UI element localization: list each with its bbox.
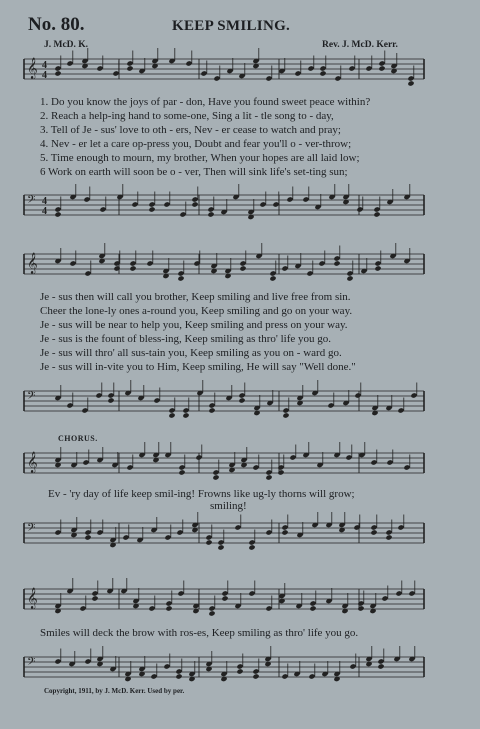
- note-head: [370, 529, 377, 535]
- note-head: [182, 412, 189, 418]
- note-head: [84, 534, 91, 540]
- chorus-line: Smiles will deck the brow with ros-es, Keep smiling as thro' life you go.: [40, 627, 359, 639]
- treble-staff: [24, 253, 424, 275]
- note-head: [281, 529, 288, 535]
- staff-svg: [24, 253, 424, 275]
- note-head: [238, 397, 245, 403]
- note-head: [212, 474, 219, 480]
- composer-credit: J. McD. K.: [44, 40, 89, 50]
- note-head: [357, 605, 364, 611]
- note-head: [265, 474, 272, 480]
- staff-svg: [24, 522, 424, 544]
- note-head: [178, 469, 185, 475]
- note-head: [221, 595, 228, 601]
- treble-staff: [24, 452, 424, 474]
- lyricist-credit: Rev. J. McD. Kerr.: [322, 40, 398, 50]
- treble-clef-icon: 𝄞: [27, 58, 38, 79]
- note-head: [269, 275, 276, 281]
- note-head: [333, 260, 340, 266]
- note-head: [407, 80, 414, 86]
- note-head: [208, 407, 215, 413]
- treble-clef-icon: 𝄞: [27, 253, 38, 274]
- note-head: [217, 544, 224, 550]
- note-head: [54, 211, 61, 217]
- note-head: [374, 265, 381, 271]
- note-head: [148, 206, 155, 212]
- note-head: [191, 201, 198, 207]
- bass-staff: [24, 522, 424, 544]
- staff-svg: [24, 58, 424, 80]
- staff-svg: [24, 656, 424, 678]
- time-signature-top: 4: [42, 60, 47, 71]
- chorus-line: Ev - 'ry day of life keep smil-ing! Frowns like ug-ly thorns will grow;: [48, 488, 355, 500]
- note-head: [378, 65, 385, 71]
- verse-line: 4. Nev - er let a care op-press you, Doubt and fear you'll o - ver-throw;: [40, 138, 352, 150]
- staff-svg: [24, 588, 424, 610]
- note-head: [126, 65, 133, 71]
- bass-clef-icon: 𝄢: [27, 522, 36, 537]
- refrain-line: Je - sus will in-vite you to Him, Keep smiling, He will say "Well done.": [40, 361, 356, 373]
- note-head: [177, 275, 184, 281]
- bass-clef-icon: 𝄢: [27, 194, 36, 209]
- bass-clef-icon: 𝄢: [27, 390, 36, 405]
- copyright-notice: Copyright, 1911, by J. McD. Kerr. Used by per.: [44, 687, 185, 695]
- note-head: [205, 539, 212, 545]
- note-head: [208, 610, 215, 616]
- refrain-line: Cheer the lone-ly ones a-round you, Keep smiling and go on your way.: [40, 305, 353, 317]
- treble-clef-icon: 𝄞: [27, 452, 38, 473]
- verse-line: 2. Reach a help-ing hand to some-one, Sing a lit - tle song to - day,: [40, 110, 334, 122]
- staff-svg: [24, 390, 424, 412]
- hymn-title: KEEP SMILING.: [172, 18, 291, 34]
- note-head: [252, 673, 259, 679]
- note-head: [239, 265, 246, 271]
- note-head: [385, 534, 392, 540]
- note-head: [175, 673, 182, 679]
- note-head: [248, 544, 255, 550]
- bass-clef-icon: 𝄢: [27, 656, 36, 671]
- note-head: [91, 595, 98, 601]
- note-head: [277, 469, 284, 475]
- note-head: [168, 412, 175, 418]
- note-head: [346, 275, 353, 281]
- refrain-line: Je - sus is the fount of bless-ing, Keep smiling as thro' life you go.: [40, 333, 332, 345]
- hymn-number: No. 80.: [28, 14, 85, 35]
- treble-clef-icon: 𝄞: [27, 588, 38, 609]
- staff-svg: [24, 452, 424, 474]
- time-signature-bottom: 4: [42, 70, 47, 81]
- chorus-label: CHORUS.: [58, 434, 98, 443]
- note-head: [373, 211, 380, 217]
- bass-staff: [24, 656, 424, 678]
- note-head: [319, 70, 326, 76]
- time-signature-bottom: 4: [42, 206, 47, 217]
- bass-staff: [24, 390, 424, 412]
- note-head: [107, 397, 114, 403]
- note-head: [377, 663, 384, 669]
- verse-line: 1. Do you know the joys of par - don, Have you found sweet peace within?: [40, 96, 371, 108]
- treble-staff: [24, 58, 424, 80]
- note-head: [282, 412, 289, 418]
- refrain-line: Je - sus will thro' all sus-tain you, Keep smiling as you on - ward go.: [40, 347, 342, 359]
- chorus-echo: smiling!: [210, 500, 247, 512]
- refrain-line: Je - sus will be near to help you, Keep smiling and press on your way.: [40, 319, 348, 331]
- refrain-line: Je - sus then will call you brother, Keep smiling and live free from sin.: [40, 291, 351, 303]
- bass-staff: [24, 194, 424, 216]
- verse-line: 6 Work on earth will soon be o - ver, Then will sink life's set-ting sun;: [40, 166, 348, 178]
- time-signature-top: 4: [42, 196, 47, 207]
- verse-line: 5. Time enough to mourn, my brother, When your hopes are all laid low;: [40, 152, 360, 164]
- note-head: [309, 605, 316, 611]
- verse-line: 3. Tell of Je - sus' love to oth - ers, Nev - er cease to watch and pray;: [40, 124, 341, 136]
- staff-svg: [24, 194, 424, 216]
- note-head: [129, 265, 136, 271]
- note-head: [207, 211, 214, 217]
- note-head: [54, 70, 61, 76]
- note-head: [165, 605, 172, 611]
- note-head: [236, 668, 243, 674]
- treble-staff: [24, 588, 424, 610]
- note-head: [113, 265, 120, 271]
